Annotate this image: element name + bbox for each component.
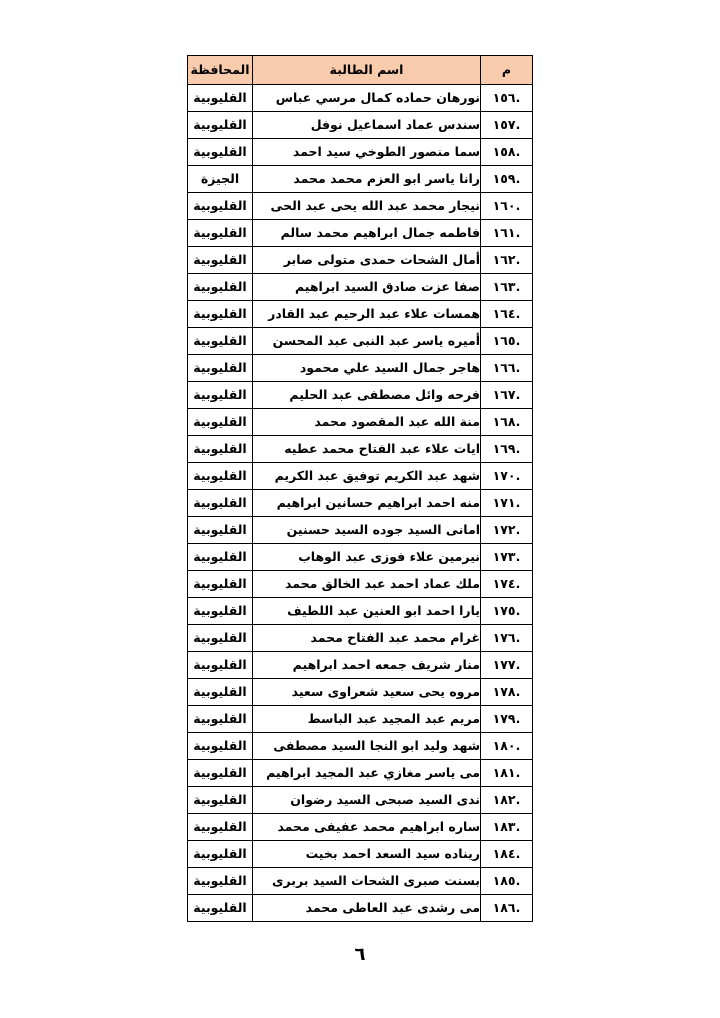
table-row (188, 112, 533, 139)
row-number: .١٧١ (481, 490, 533, 517)
header-student-name: اسم الطالبة (253, 56, 481, 85)
row-number: .١٦٤ (481, 301, 533, 328)
table-row (188, 706, 533, 733)
governorate: القليوبية (188, 382, 253, 409)
row-number: .١٦٦ (481, 355, 533, 382)
table-row (188, 328, 533, 355)
row-number: .١٦٩ (481, 436, 533, 463)
governorate: الجيزة (188, 166, 253, 193)
student-name: نورهان حماده كمال مرسي عباس (253, 85, 481, 112)
governorate: القليوبية (188, 733, 253, 760)
row-number: .١٧٠ (481, 463, 533, 490)
student-name: مروه يحى سعيد شعراوى سعيد (253, 679, 481, 706)
student-name: يارا احمد ابو العنين عبد اللطيف (253, 598, 481, 625)
student-name: همسات علاء عبد الرحيم عبد القادر (253, 301, 481, 328)
row-number: .١٨٣ (481, 814, 533, 841)
governorate: القليوبية (188, 652, 253, 679)
student-name: منة الله عبد المقصود محمد (253, 409, 481, 436)
row-number: .١٦١ (481, 220, 533, 247)
student-name: منه احمد ابراهيم حسانين ابراهيم (253, 490, 481, 517)
row-number: .١٥٦ (481, 85, 533, 112)
table-row (188, 220, 533, 247)
table-row (188, 895, 533, 922)
student-name: فاطمه جمال ابراهيم محمد سالم (253, 220, 481, 247)
table-row (188, 841, 533, 868)
student-name: شهد وليد ابو النجا السيد مصطفى (253, 733, 481, 760)
governorate: القليوبية (188, 220, 253, 247)
student-name: رانا ياسر ابو العزم محمد محمد (253, 166, 481, 193)
student-name: امانى السيد جوده السيد حسنين (253, 517, 481, 544)
student-name: ندى السيد صبحى السيد رضوان (253, 787, 481, 814)
student-name: ريناده سيد السعد احمد بخيت (253, 841, 481, 868)
student-name: ملك عماد احمد عبد الخالق محمد (253, 571, 481, 598)
table-row (188, 463, 533, 490)
governorate: القليوبية (188, 112, 253, 139)
governorate: القليوبية (188, 814, 253, 841)
row-number: .١٨٤ (481, 841, 533, 868)
student-name: ساره ابراهيم محمد عفيفى محمد (253, 814, 481, 841)
row-number: .١٥٧ (481, 112, 533, 139)
governorate: القليوبية (188, 490, 253, 517)
row-number: .١٦٥ (481, 328, 533, 355)
row-number: .١٧٣ (481, 544, 533, 571)
student-name: سما منصور الطوخي سيد احمد (253, 139, 481, 166)
row-number: .١٦٨ (481, 409, 533, 436)
table-row (188, 301, 533, 328)
governorate: القليوبية (188, 436, 253, 463)
student-name: سندس عماد اسماعيل نوفل (253, 112, 481, 139)
governorate: القليوبية (188, 679, 253, 706)
governorate: القليوبية (188, 787, 253, 814)
governorate: القليوبية (188, 598, 253, 625)
governorate: القليوبية (188, 85, 253, 112)
governorate: القليوبية (188, 625, 253, 652)
table-body (188, 85, 533, 922)
row-number: .١٧٨ (481, 679, 533, 706)
governorate: القليوبية (188, 463, 253, 490)
governorate: القليوبية (188, 139, 253, 166)
table-row (188, 85, 533, 112)
row-number: .١٧٦ (481, 625, 533, 652)
table-row (188, 382, 533, 409)
table-row (188, 598, 533, 625)
governorate: القليوبية (188, 706, 253, 733)
student-name: مريم عبد المجيد عبد الباسط (253, 706, 481, 733)
governorate: القليوبية (188, 328, 253, 355)
student-name: شهد عبد الكريم توفيق عبد الكريم (253, 463, 481, 490)
student-name: نيجار محمد عبد الله يحى عبد الحى (253, 193, 481, 220)
table-row (188, 355, 533, 382)
row-number: .١٨٠ (481, 733, 533, 760)
governorate: القليوبية (188, 868, 253, 895)
student-name: مى ياسر مغازي عبد المجيد ابراهيم (253, 760, 481, 787)
table-row (188, 409, 533, 436)
table-row (188, 166, 533, 193)
row-number: .١٦٧ (481, 382, 533, 409)
table-row (188, 652, 533, 679)
student-name: نيرمين علاء فوزى عبد الوهاب (253, 544, 481, 571)
governorate: القليوبية (188, 193, 253, 220)
row-number: .١٦٢ (481, 247, 533, 274)
student-roster-table (187, 55, 533, 922)
table-row (188, 733, 533, 760)
table-row (188, 814, 533, 841)
table-header-row (188, 56, 533, 85)
page-number: ٦ (354, 944, 366, 965)
table-row (188, 625, 533, 652)
table-row (188, 193, 533, 220)
table-row (188, 571, 533, 598)
table-row (188, 490, 533, 517)
header-governorate: المحافظة (188, 56, 253, 85)
student-name: منار شريف جمعه احمد ابراهيم (253, 652, 481, 679)
student-name: أميره ياسر عبد النبى عبد المحسن (253, 328, 481, 355)
row-number: .١٧٥ (481, 598, 533, 625)
header-number: م (481, 56, 533, 85)
row-number: .١٨١ (481, 760, 533, 787)
student-name: فرحه وائل مصطفى عبد الحليم (253, 382, 481, 409)
student-name: هاجر جمال السيد علي محمود (253, 355, 481, 382)
governorate: القليوبية (188, 247, 253, 274)
student-name: أمال الشحات حمدى متولى صابر (253, 247, 481, 274)
table-row (188, 544, 533, 571)
row-number: .١٧٤ (481, 571, 533, 598)
student-name: بسنت صبرى الشحات السيد بربرى (253, 868, 481, 895)
table-row (188, 787, 533, 814)
governorate: القليوبية (188, 301, 253, 328)
row-number: .١٧٢ (481, 517, 533, 544)
table-row (188, 517, 533, 544)
table-row (188, 868, 533, 895)
governorate: القليوبية (188, 895, 253, 922)
row-number: .١٥٨ (481, 139, 533, 166)
student-name: مى رشدى عبد العاطى محمد (253, 895, 481, 922)
student-name: غرام محمد عبد الفتاح محمد (253, 625, 481, 652)
table-row (188, 436, 533, 463)
student-name: صفا عزت صادق السيد ابراهيم (253, 274, 481, 301)
governorate: القليوبية (188, 274, 253, 301)
governorate: القليوبية (188, 544, 253, 571)
row-number: .١٨٢ (481, 787, 533, 814)
governorate: القليوبية (188, 841, 253, 868)
table-row (188, 247, 533, 274)
governorate: القليوبية (188, 571, 253, 598)
row-number: .١٦٣ (481, 274, 533, 301)
governorate: القليوبية (188, 409, 253, 436)
table-row (188, 139, 533, 166)
row-number: .١٨٥ (481, 868, 533, 895)
governorate: القليوبية (188, 517, 253, 544)
row-number: .١٥٩ (481, 166, 533, 193)
row-number: .١٨٦ (481, 895, 533, 922)
table-row (188, 679, 533, 706)
governorate: القليوبية (188, 760, 253, 787)
row-number: .١٦٠ (481, 193, 533, 220)
row-number: .١٧٧ (481, 652, 533, 679)
row-number: .١٧٩ (481, 706, 533, 733)
table-row (188, 760, 533, 787)
governorate: القليوبية (188, 355, 253, 382)
table-row (188, 274, 533, 301)
student-name: ايات علاء عبد الفتاح محمد عطيه (253, 436, 481, 463)
